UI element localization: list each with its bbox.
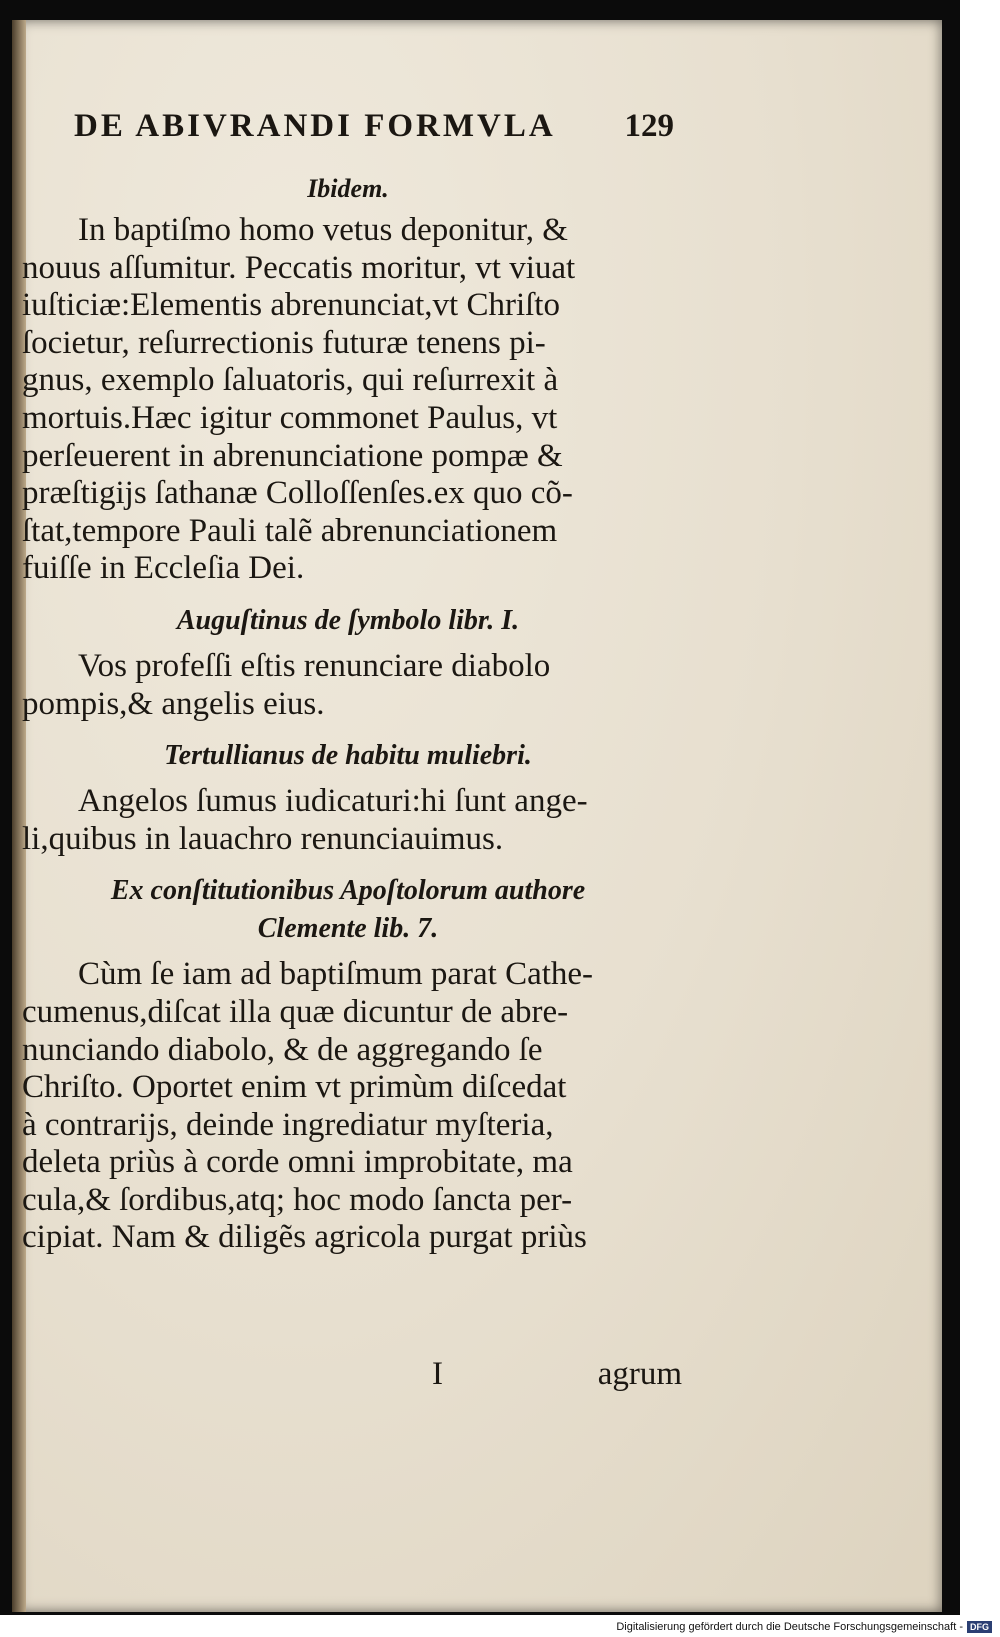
text-line: nunciando diabolo, & de aggregando ſe [22,1031,543,1068]
text-line: cula,& ſordibus,atq; hoc modo ſancta per- [22,1181,573,1218]
book-page [12,20,942,1612]
running-head-title: DE ABIVRANDI FORMVLA [74,108,556,144]
text-line: fuiſſe in Eccleſia Dei. [22,550,305,587]
text-line: mortuis.Hæc igitur commonet Paulus, vt [22,399,558,436]
text-line: li,quibus in lauachro renunciauimus. [22,820,504,857]
text-line: gnus, exemplo ſaluatoris, qui reſurrexit à [22,362,559,399]
text-line: Chriſto. Oportet enim vt primùm diſcedat [22,1069,567,1106]
text-line: nouus aſſumitur. Peccatis moritur, vt viuat [22,249,576,286]
text-block [22,170,674,1271]
text-line: cumenus,diſcat illa quæ dicuntur de abre- [22,993,569,1030]
text-line: à contrarijs, deinde ingrediatur myſteria, [22,1106,554,1143]
catchline [432,1356,682,1393]
section-heading: Ibidem. [307,174,389,203]
text-line: præſtigijs ſathanæ Colloſſenſes.ex quo cõ- [22,475,573,512]
text-line: cipiat. Nam & diligẽs agricola purgat priùs [22,1219,587,1256]
text-line: pompis,& angelis eius. [22,685,325,722]
text-line: perſeuerent in abrenunciatione pompæ & [22,437,563,474]
paragraph [22,212,674,588]
section-heading: Tertullianus de habitu muliebri. [164,740,532,772]
text-line: iuſticiæ:Elementis abrenunciat,vt Chriſto [22,287,560,324]
text-line: ſtat,tempore Pauli talẽ abrenunciationem [22,512,558,549]
section-heading: Ex conſtitutionibus Apoſtolorum authore Clemente lib. 7. [110,875,586,945]
text-line: deleta priùs à corde omni improbitate, ma [22,1144,573,1181]
catchword: agrum [597,1356,682,1392]
paragraph [22,956,674,1257]
text-line: Cùm ſe iam ad baptiſmum parat Cathe- [78,956,594,993]
dfg-logo-icon: DFG [967,1621,992,1633]
text-line: Angelos ſumus iudicaturi:hi ſunt ange- [78,783,588,820]
text-line: ſocietur, reſurrectionis futuræ tenens pi- [22,324,546,361]
signature-mark: I [432,1356,443,1392]
section-heading: Auguſtinus de ſymbolo libr. I. [176,604,520,636]
footer-credit: Digitalisierung gefördert durch die Deutsche Forschungsgemeinschaft - [616,1621,963,1633]
digitization-footer [616,1621,992,1633]
text-line: Vos profeſſi eſtis renunciare diabolo [78,647,551,684]
running-head [74,108,674,145]
paragraph [22,783,674,858]
text-line: In baptiſmo homo vetus deponitur, & [78,212,568,248]
page-number: 129 [624,108,674,144]
paragraph [22,648,674,723]
